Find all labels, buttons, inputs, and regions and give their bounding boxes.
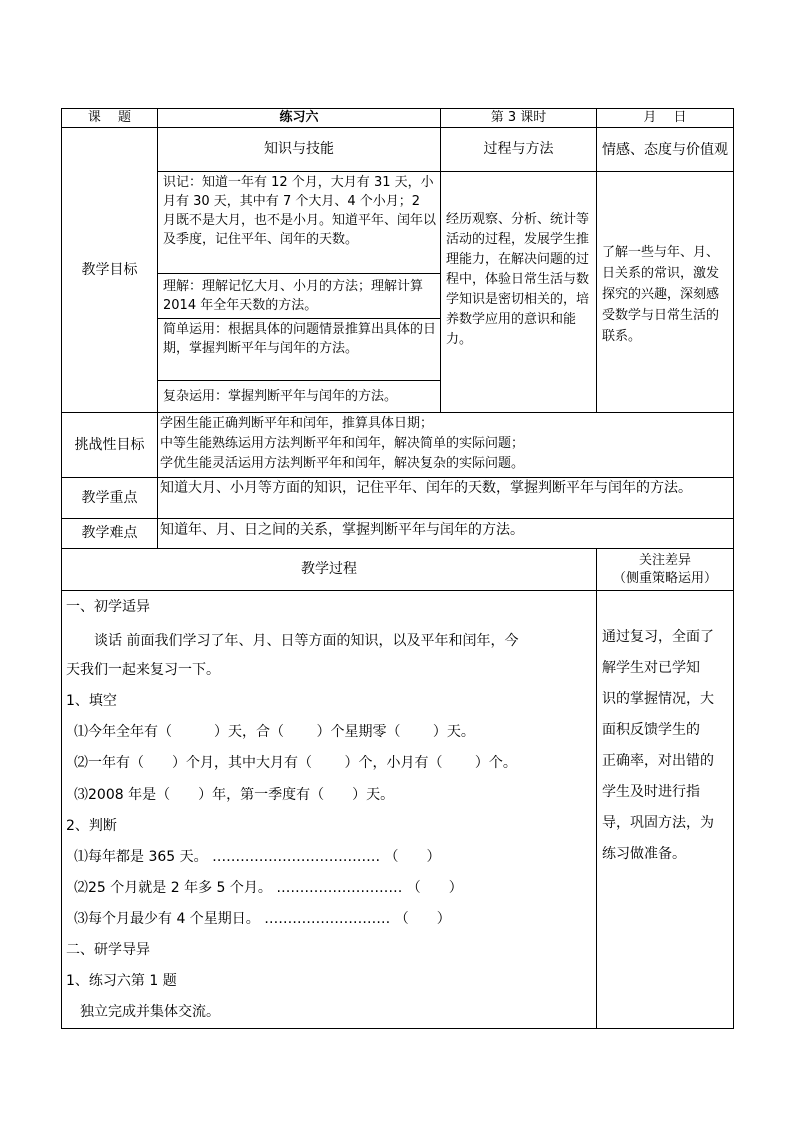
side-note-line: 解学生对已学知	[602, 660, 700, 676]
key-point-text: 知道大月、小月等方面的知识，记住平年、闰年的天数，掌握判断平年与闰年的方法。	[160, 480, 692, 496]
side-note-line: 练习做准备。	[602, 846, 686, 862]
emotion-values-text: 了解一些与年、月、日关系的常识，激发探究的兴趣，深刻感受数学与日常生活的联系。	[602, 245, 720, 344]
knowledge-item-complex-apply: 复杂运用：掌握判断平年与闰年的方法。	[163, 389, 398, 404]
key-point-label: 教学重点	[81, 489, 138, 506]
process-method-text: 经历观察、分析、统计等活动的过程，发展学生推理能力，在解决问题的过程中，体验日常生活与数学知识是密切相关的，培养数学应用的意识和能力。	[446, 212, 590, 347]
focus-differences-line: 关注差异	[638, 552, 691, 568]
judge-item-1: ⑴每年都是 365 天。 ……………………………… （ ）	[74, 849, 441, 865]
process-method-header: 过程与方法	[483, 141, 554, 157]
challenge-goals-label: 挑战性目标	[74, 436, 145, 453]
emotion-values-header: 情感、态度与价值观	[602, 141, 728, 158]
challenge-line-mid: 中等生能熟练运用方法判断平年和闰年，解决简单的实际问题；	[160, 436, 525, 451]
section-heading-research: 二、研学导异	[66, 942, 150, 958]
difficulty-text: 知道年、月、日之间的关系，掌握判断平年与闰年的方法。	[160, 522, 524, 538]
fill-blank-item-2: ⑵一年有（ ）个月，其中大月有（ ）个，小月有（ ）个。	[74, 755, 517, 771]
side-note-line: 正确率，对出错的	[602, 753, 714, 769]
section-heading-warmup: 一、初学适异	[66, 599, 150, 615]
fill-blank-item-1: ⑴今年全年有（ ）天，合（ ）个星期零（ ）天。	[74, 724, 475, 740]
side-note-line: 通过复习，全面了	[602, 629, 714, 645]
challenge-goals-text	[160, 414, 732, 476]
exercise-heading: 1、练习六第 1 题	[66, 973, 177, 989]
judge-item-2: ⑵25 个月就是 2 年多 5 个月。 ……………………… （ ）	[74, 880, 463, 896]
talk-paragraph-line2: 天我们一起来复习一下。	[66, 662, 220, 678]
lesson-date: 月 日	[643, 110, 687, 125]
side-note-line: 识的掌握情况，大	[602, 691, 714, 707]
lesson-label: 课 题	[87, 110, 132, 125]
lesson-title: 练习六	[279, 110, 319, 125]
difficulty-label: 教学难点	[81, 525, 138, 541]
exercise-instruction: 独立完成并集体交流。	[66, 1004, 220, 1020]
challenge-line-high: 学优生能灵活运用方法判断平年和闰年，解决复杂的实际问题。	[160, 456, 525, 471]
focus-differences-title	[597, 549, 733, 590]
period-number: 第 3 课时	[490, 110, 547, 125]
judge-heading: 2、判断	[66, 818, 117, 834]
fill-blank-item-3: ⑶2008 年是（ ）年，第一季度有（ ）天。	[74, 787, 395, 803]
knowledge-item-simple-apply: 简单运用：根据具体的问题情景推算出具体的日期，掌握判断平年与闰年的方法。	[163, 322, 437, 356]
knowledge-item-memorize: 识记：知道一年有 12 个月，大月有 31 天，小月有 30 天，其中有 7 个大月、4 个小月；2 月既不是大月，也不是小月。知道平年、闰年以及季度，记住平年、闰年的天数。	[163, 175, 437, 247]
side-note-line: 学生及时进行指	[602, 784, 700, 800]
talk-paragraph-line1: 谈话 前面我们学习了年、月、日等方面的知识，以及平年和闰年，今	[66, 633, 519, 649]
challenge-line-low: 学困生能正确判断平年和闰年，推算具体日期；	[160, 416, 434, 431]
judge-item-3: ⑶每个月最少有 4 个星期日。 ……………………… （ ）	[74, 911, 451, 927]
side-note-line: 导，巩固方法，为	[602, 815, 714, 831]
side-note-line: 面积反馈学生的	[602, 722, 700, 738]
strategy-note-line: （侧重策略运用）	[612, 570, 717, 586]
knowledge-item-understand: 理解：理解记忆大月、小月的方法；理解计算 2014 年全年天数的方法。	[163, 279, 428, 313]
teaching-process-title: 教学过程	[301, 561, 357, 577]
fill-blank-heading: 1、填空	[66, 693, 117, 709]
teaching-goals-label: 教学目标	[81, 261, 138, 278]
knowledge-skills-header: 知识与技能	[264, 141, 334, 157]
